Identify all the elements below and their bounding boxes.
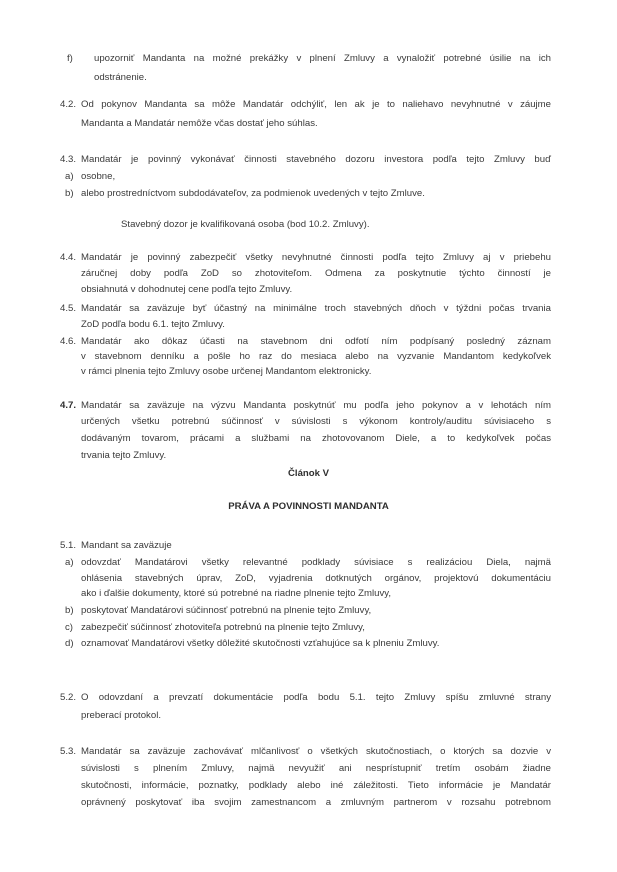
section-text: Mandatár je povinný zabezpečiť všetky nevyhnutné činnosti podľa tejto Zmluvy aj v priebehu [81, 252, 551, 263]
list-marker: c) [65, 622, 73, 633]
list-item-text: ako i ďalšie dokumenty, ktoré sú potrebné na riadne plnenie tejto Zmluvy, [81, 588, 392, 599]
section-number: 4.7. [60, 400, 77, 411]
section-number: 4.5. [60, 303, 77, 314]
section-text: v stavebnom denníku a pošle ho raz do mesiaca alebo na vyzvanie Mandantom kedykoľvek [81, 351, 551, 362]
list-marker: a) [65, 171, 74, 182]
section-text: Mandatár sa zaväzuje byť účastný na minimálne troch stavebných dňoch v týždni počas trvania [81, 303, 551, 314]
section-text: preberací protokol. [81, 710, 161, 721]
list-item-text: alebo prostredníctvom subdodávateľov, za podmienok uvedených v tejto Zmluve. [81, 188, 425, 199]
list-item-text: poskytovať Mandatárovi súčinnosť potrebnú na plnenie tejto Zmluvy, [81, 605, 372, 616]
section-text: Od pokynov Mandanta sa môže Mandatár odchýliť, len ak je to naliehavo nevyhnutné v záujme [81, 99, 551, 110]
list-item-text: zabezpečiť súčinnosť zhotoviteľa potrebnú na plnenie tejto Zmluvy, [81, 622, 365, 633]
section-text: ZoD podľa bodu 6.1. tejto Zmluvy. [81, 319, 225, 330]
section-text: O odovzdaní a prevzatí dokumentácie podľa bodu 5.1. tejto Zmluvy spíšu zmluvné strany [81, 692, 551, 703]
list-item-text: odovzdať Mandatárovi všetky relevantné podklady súvisiace s realizáciou Diela, najmä [81, 557, 551, 568]
section-text: Mandanta a Mandatár nemôže včas dostať jeho súhlas. [81, 118, 318, 129]
section-text: v rámci plnenia tejto Zmluvy osobe určenej Mandantom elektronicky. [81, 366, 372, 377]
section-text: oprávnený poskytovať iba svojim zamestnancom a zmluvným partnerom v rozsahu potrebnom [81, 797, 551, 808]
section-text: dodávaným tovarom, prácami a službami na zhotovovanom Diele, a to kedykoľvek počas [81, 433, 551, 444]
list-item-text: osobne, [81, 171, 116, 182]
note-text: Stavebný dozor je kvalifikovaná osoba (bod 10.2. Zmluvy). [121, 219, 370, 230]
section-text: súvislosti s plnením Zmluvy, najmä nevyužiť ani nesprístupniť tretím osobám žiadne [81, 763, 551, 774]
section-text: trvania tejto Zmluvy. [81, 450, 167, 461]
section-text: Mandatár sa zaväzuje zachovávať mlčanlivosť o všetkých skutočnostiach, o ktorých sa dozvie v [81, 746, 551, 757]
section-text: Mandatár je povinný vykonávať činnosti stavebného dozoru investora podľa tejto Zmluvy buď [81, 154, 551, 165]
section-text: skutočnosti, informácie, poznatky, podklady alebo iné záležitosti. Tieto informácie je Mandatár [81, 780, 551, 791]
section-text: Mandatár sa zaväzuje na výzvu Mandanta poskytnúť mu podľa jeho pokynov a v lehotách ním [81, 400, 551, 411]
section-number: 4.3. [60, 154, 77, 165]
section-number: 4.4. [60, 252, 77, 263]
list-marker: b) [65, 188, 74, 199]
item-f-line: upozorniť Mandanta na možné prekážky v plnení Zmluvy a vynaložiť potrebné úsilie na ich [94, 53, 551, 64]
section-text: Mandant sa zaväzuje [81, 540, 172, 551]
section-text: určených všetku potrebnú súčinnosť v súvislosti s výkonom kontroly/auditu súvisiaceho s [81, 416, 551, 427]
list-item-text: oznamovať Mandatárovi všetky dôležité skutočnosti vzťahujúce sa k plneniu Zmluvy. [81, 638, 440, 649]
section-number: 4.6. [60, 336, 77, 347]
section-text: obsiahnutá v dohodnutej cene podľa tejto Zmluvy. [81, 284, 293, 295]
section-number: 5.3. [60, 746, 77, 757]
article-title: PRÁVA A POVINNOSTI MANDANTA [228, 501, 389, 512]
section-number: 5.2. [60, 692, 77, 703]
section-text: záručnej doby podľa ZoD so zhotoviteľom. Odmena za poskytnutie týchto činností je [81, 268, 551, 279]
list-marker: a) [65, 557, 74, 568]
list-marker: d) [65, 638, 74, 649]
section-text: Mandatár ako dôkaz účasti na stavebnom dni odfotí ním podpísaný posledný záznam [81, 336, 551, 347]
article-heading: Článok V [287, 468, 330, 479]
list-item-text: ohlásenia stavebných úprav, ZoD, vyjadrenia dotknutých orgánov, projektovú dokumentáciu [81, 573, 551, 584]
section-number: 5.1. [60, 540, 77, 551]
list-marker: b) [65, 605, 74, 616]
item-f-marker: f) [67, 53, 73, 64]
section-number: 4.2. [60, 99, 77, 110]
item-f-line: odstránenie. [94, 72, 147, 83]
